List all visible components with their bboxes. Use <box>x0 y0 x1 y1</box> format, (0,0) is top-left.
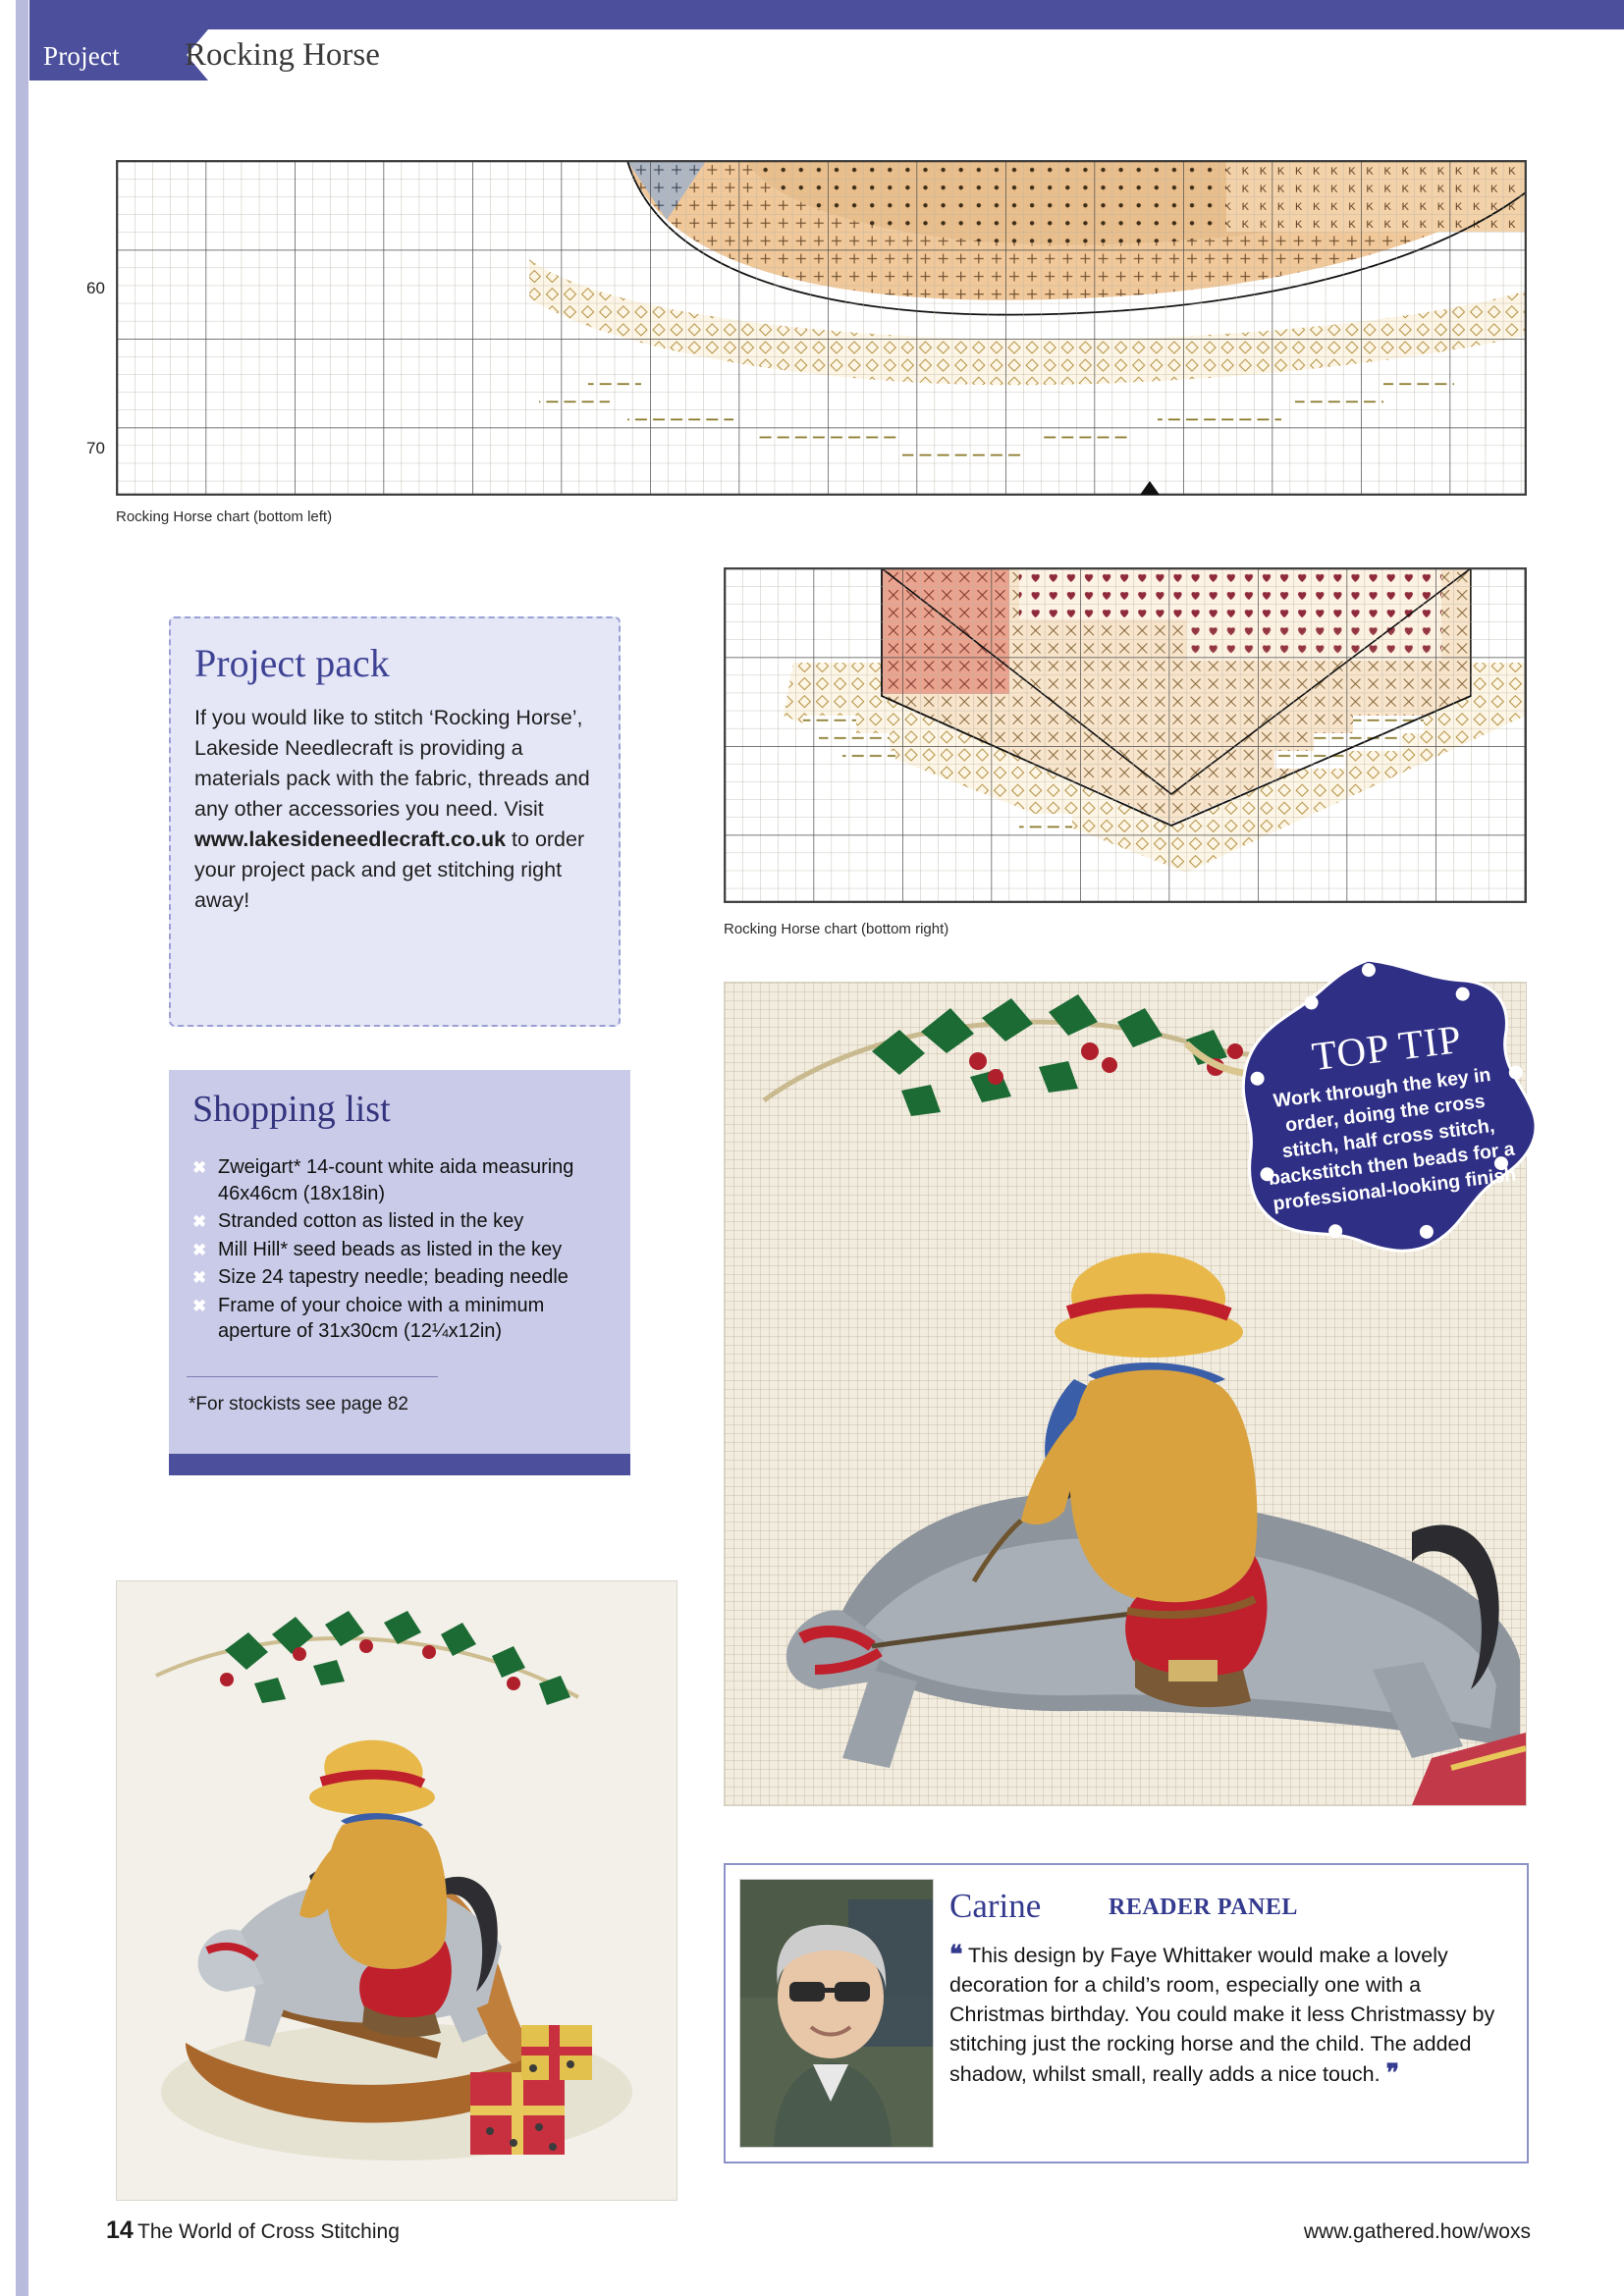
shopping-list-footer-bar <box>169 1454 630 1475</box>
cross-bullet-icon: ✖ <box>192 1212 207 1231</box>
list-item-label: Zweigart* 14-count white aida measuring 46x46cm (18x18in) <box>218 1156 574 1204</box>
close-quote-icon: ❞ <box>1385 2059 1400 2087</box>
reader-panel-tagline: READER PANEL <box>1109 1895 1298 1920</box>
project-pack-box <box>169 616 621 1027</box>
list-item-label: Mill Hill* seed beads as listed in the key <box>218 1238 563 1260</box>
chart-grid <box>117 161 1526 495</box>
project-pack-text-part2: to order your project pack and get stitching right away! <box>194 828 585 912</box>
chart-bottom-left <box>116 160 1527 496</box>
project-pack-text <box>194 703 595 916</box>
chart-grid-2 <box>725 568 1526 902</box>
top-tip-text <box>1232 957 1542 1281</box>
open-quote-icon: ❝ <box>949 1941 963 1968</box>
list-item-label: Stranded cotton as listed in the key <box>218 1210 524 1232</box>
list-item <box>192 1208 609 1235</box>
shopping-list-heading: Shopping list <box>192 1089 391 1130</box>
cross-bullet-icon: ✖ <box>192 1240 207 1259</box>
chart-bottom-left-caption: Rocking Horse chart (bottom left) <box>116 508 333 525</box>
reader-panel <box>724 1863 1529 2163</box>
top-tip-title: TOP TIP <box>1309 1015 1465 1080</box>
left-margin <box>0 0 29 2296</box>
project-pack-text-part1: If you would like to stitch ‘Rocking Horse’, Lakeside Needlecraft is providing a materials pack with the fabric, threads and any other accessories you need. Visit <box>194 706 590 821</box>
project-tab <box>29 29 187 80</box>
painting-photo <box>116 1580 677 2201</box>
shopping-list-divider <box>187 1376 438 1377</box>
reader-name: Carine <box>949 1887 1042 1925</box>
chart-bottom-right <box>724 567 1527 903</box>
reader-portrait <box>740 1880 933 2147</box>
chart-row-label-60: 60 <box>86 279 105 297</box>
list-item <box>192 1264 609 1291</box>
reader-quote-text: This design by Faye Whittaker would make a lovely decoration for a child’s room, especially one with a Christmas birthday. You could make it less Christmassy by stitching just the rocking horse and the child. The added shadow, whilst small, really adds a nice touch. <box>949 1944 1495 2086</box>
magazine-name: The World of Cross Stitching <box>137 2220 400 2243</box>
top-tip-badge <box>1232 957 1542 1281</box>
footer-url: www.gathered.how/woxs <box>1303 2220 1531 2243</box>
avatar <box>739 1879 934 2148</box>
shopping-list-note: *For stockists see page 82 <box>189 1394 408 1415</box>
page-number: 14 <box>106 2216 134 2244</box>
project-pack-url: www.lakesideneedlecraft.co.uk <box>194 828 507 851</box>
page-title: Rocking Horse <box>185 37 380 73</box>
left-edge-accent-strip <box>16 0 28 2296</box>
cross-bullet-icon: ✖ <box>192 1158 207 1177</box>
painting-artwork <box>117 1581 677 2200</box>
list-item <box>192 1293 609 1345</box>
project-pack-heading: Project pack <box>194 641 390 685</box>
chart-bottom-right-caption: Rocking Horse chart (bottom right) <box>724 921 949 937</box>
shopping-list-items <box>192 1154 609 1347</box>
chart-row-label-70: 70 <box>86 439 105 457</box>
cross-bullet-icon: ✖ <box>192 1296 207 1315</box>
list-item-label: Frame of your choice with a minimum aperture of 31x30cm (12¼x12in) <box>218 1294 545 1342</box>
project-tab-label: Project <box>43 41 120 71</box>
list-item <box>192 1237 609 1263</box>
top-tip-body: Work through the key in order, doing the cross stitch, half cross stitch, backstitch then beads for a professional-looking finish <box>1267 1063 1518 1215</box>
page-top-rule <box>0 0 1624 29</box>
cross-bullet-icon: ✖ <box>192 1268 207 1287</box>
chart-centre-marker <box>1138 481 1162 496</box>
reader-quote <box>949 1940 1499 2089</box>
list-item <box>192 1154 609 1206</box>
list-item-label: Size 24 tapestry needle; beading needle <box>218 1266 568 1288</box>
